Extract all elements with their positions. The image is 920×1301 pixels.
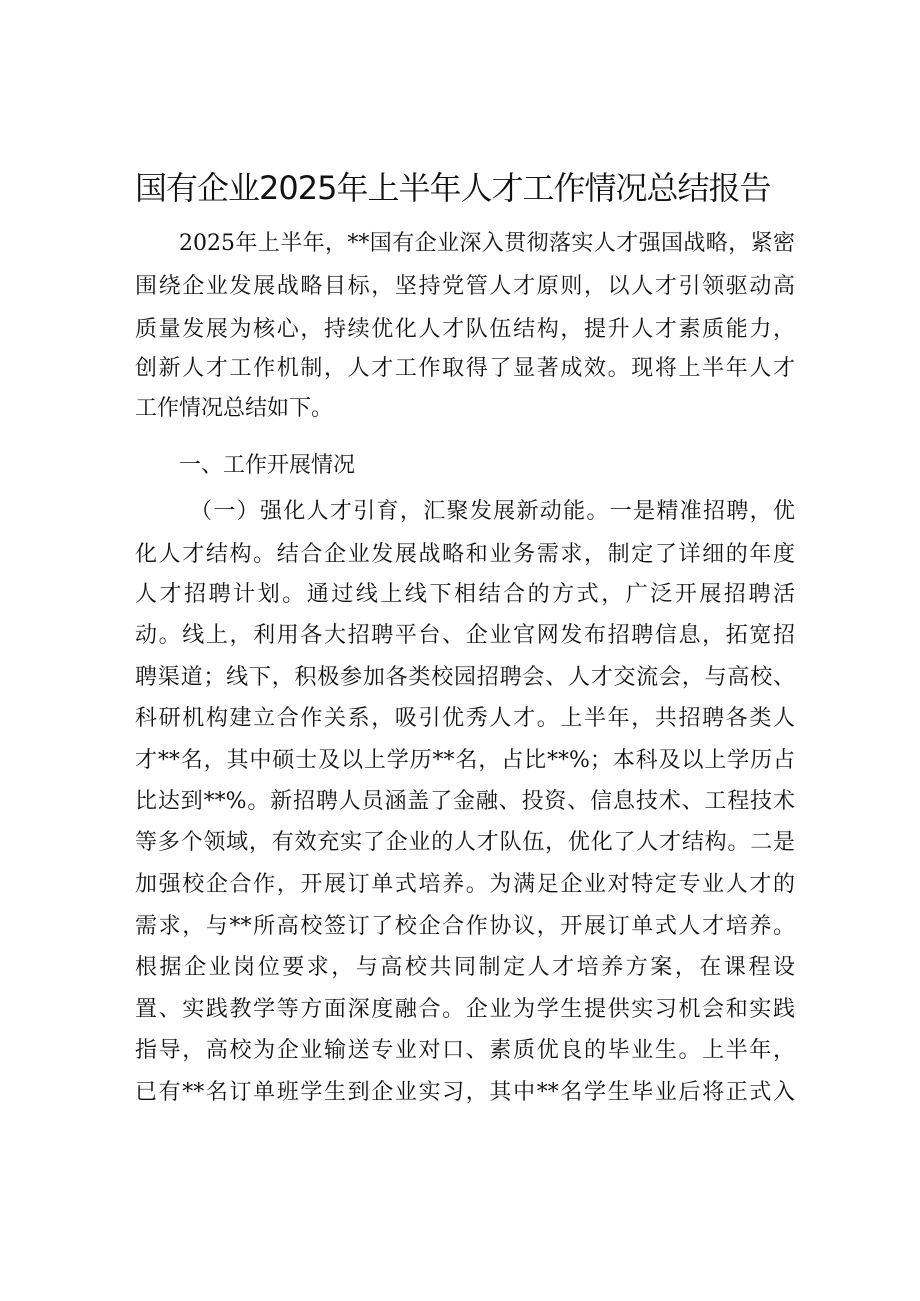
intro-line-4: 创新人才工作机制，人才工作取得了显著成效。现将上半年人才 <box>135 356 795 381</box>
intro-line-2: 围绕企业发展战略目标，坚持党管人才原则，以人才引领驱动高 <box>135 274 795 299</box>
section1-line-11: 需求，与**所高校签订了校企合作协议，开展订单式人才培养。 <box>135 914 795 939</box>
section-heading: 一、工作开展情况 <box>179 453 356 478</box>
section1-line-6: 科研机构建立合作关系，吸引优秀人才。上半年，共招聘各类人 <box>135 706 795 731</box>
section1-line-8: 比达到**%。新招聘人员涵盖了金融、投资、信息技术、工程技术 <box>135 789 795 814</box>
section1-line-2: 化人才结构。结合企业发展战略和业务需求，制定了详细的年度 <box>135 542 795 567</box>
intro-line-1: 2025年上半年，**国有企业深入贯彻落实人才强国战略，紧密 <box>179 231 795 256</box>
section1-line-5: 聘渠道；线下，积极参加各类校园招聘会、人才交流会，与高校、 <box>135 665 795 690</box>
section1-line-12: 根据企业岗位要求，与高校共同制定人才培养方案，在课程设 <box>135 955 795 980</box>
section1-line-13: 置、实践教学等方面深度融合。企业为学生提供实习机会和实践 <box>135 997 795 1022</box>
section1-line-7: 才**名，其中硕士及以上学历**名，占比**%；本科及以上学历占 <box>135 748 795 773</box>
section1-line-15: 已有**名订单班学生到企业实习，其中**名学生毕业后将正式入 <box>135 1080 795 1105</box>
intro-line-3: 质量发展为核心，持续优化人才队伍结构，提升人才素质能力， <box>135 317 795 342</box>
intro-line-5: 工作情况总结如下。 <box>135 396 334 421</box>
section1-line-9: 等多个领域，有效充实了企业的人才队伍，优化了人才结构。二是 <box>135 830 795 855</box>
section1-line-14: 指导，高校为企业输送专业对口、素质优良的毕业生。上半年， <box>135 1038 795 1063</box>
section1-line-10: 加强校企合作，开展订单式培养。为满足企业对特定专业人才的 <box>135 872 795 897</box>
section1-line-1: （一）强化人才引育，汇聚发展新动能。一是精准招聘，优 <box>190 499 795 524</box>
section1-line-3: 人才招聘计划。通过线上线下相结合的方式，广泛开展招聘活 <box>135 582 795 607</box>
document-title: 国有企业2025年上半年人才工作情况总结报告 <box>135 169 771 207</box>
section1-line-4: 动。线上，利用各大招聘平台、企业官网发布招聘信息，拓宽招 <box>135 623 795 648</box>
